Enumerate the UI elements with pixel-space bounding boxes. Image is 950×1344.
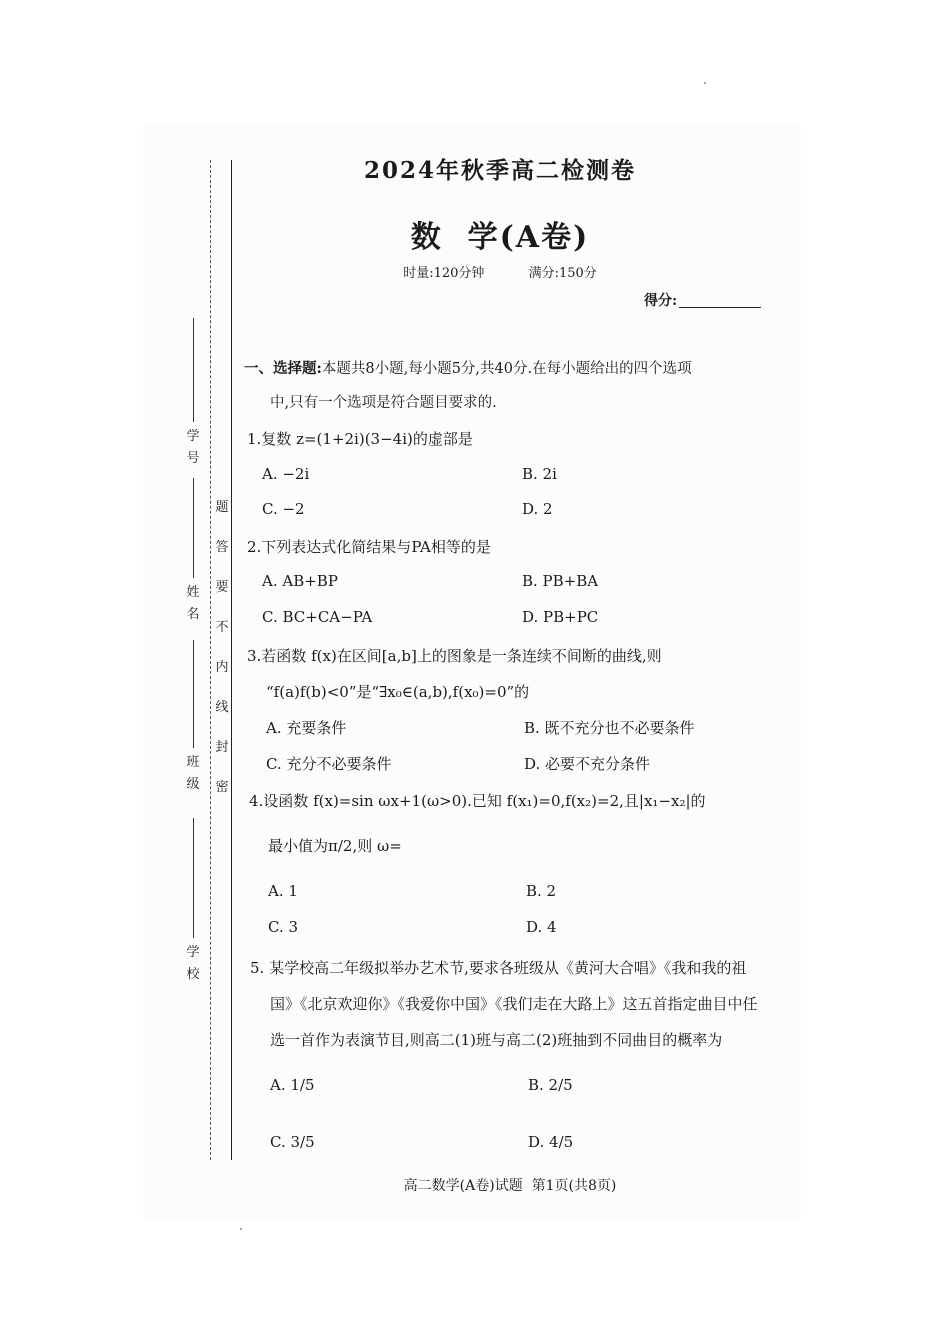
- binding-solid-line: [231, 160, 232, 1160]
- scan-speck: [704, 82, 706, 84]
- question-1-stem: 1.复数 z=(1+2i)(3−4i)的虚部是: [247, 430, 473, 448]
- time-limit: 时量:120分钟: [403, 266, 485, 281]
- question-4-stem-line-1: 4.设函数 f(x)=sin ωx+1(ω>0).已知 f(x₁)=0,f(x₂)=2,且|x₁−x₂|的: [249, 792, 706, 810]
- question-3-stem-line-1: 3.若函数 f(x)在区间[a,b]上的图象是一条连续不间断的曲线,则: [247, 647, 662, 665]
- question-1-option-c[interactable]: C. −2: [262, 500, 305, 518]
- question-5-option-c[interactable]: C. 3/5: [270, 1133, 315, 1151]
- question-3-option-c[interactable]: C. 充分不必要条件: [266, 755, 392, 773]
- name-field[interactable]: [186, 478, 200, 624]
- school-field[interactable]: [186, 818, 200, 984]
- section-intro-line-1: 本题共8小题,每小题5分,共40分.在每小题给出的四个选项: [321, 361, 692, 377]
- question-2-option-c[interactable]: C. BC+CA−PA: [262, 608, 373, 626]
- question-3-option-b[interactable]: B. 既不充分也不必要条件: [524, 719, 695, 737]
- question-2-stem: 2.下列表达式化简结果与PA相等的是: [247, 538, 491, 556]
- question-5-option-b[interactable]: B. 2/5: [528, 1076, 573, 1094]
- binding-dashed-line: [210, 160, 211, 1160]
- score-blank[interactable]: [679, 307, 761, 308]
- question-4-stem-line-2: 最小值为π/2,则 ω=: [268, 837, 402, 855]
- section-intro-line-2: 中,只有一个选项是符合题目要求的.: [270, 395, 497, 411]
- question-2-option-d[interactable]: D. PB+PC: [522, 608, 599, 626]
- question-4-option-c[interactable]: C. 3: [268, 918, 299, 936]
- question-5-stem-line-1: 5. 某学校高二年级拟举办艺术节,要求各班级从《黄河大合唱》《我和我的祖: [250, 959, 747, 977]
- question-5-stem-line-2: 国》《北京欢迎你》《我爱你中国》《我们走在大路上》这五首指定曲目中任: [270, 995, 758, 1013]
- question-5-stem-line-3: 选一首作为表演节目,则高二(1)班与高二(2)班抽到不同曲目的概率为: [270, 1031, 723, 1049]
- question-3-stem-line-2: “f(a)f(b)<0”是“∃x₀∈(a,b),f(x₀)=0”的: [266, 683, 530, 701]
- question-2-option-b[interactable]: B. PB+BA: [522, 572, 599, 590]
- question-4-option-b[interactable]: B. 2: [526, 882, 557, 900]
- section-heading: 一、选择题:: [244, 360, 322, 377]
- class-field[interactable]: [186, 640, 200, 794]
- score-label: 得分:: [644, 293, 678, 309]
- question-3-option-a[interactable]: A. 充要条件: [266, 719, 347, 737]
- binding-notice: 题 答 要 不 内 线 封 密: [215, 500, 229, 795]
- student-id-label: 学 号: [186, 429, 200, 466]
- question-1-option-d[interactable]: D. 2: [522, 500, 553, 518]
- question-4-option-a[interactable]: A. 1: [268, 882, 298, 900]
- section-intro: [244, 352, 764, 420]
- subject-title: 数 学(A卷): [410, 220, 590, 255]
- question-5-option-d[interactable]: D. 4/5: [528, 1133, 574, 1151]
- exam-meta: [250, 262, 750, 281]
- question-2-option-a[interactable]: A. AB+BP: [262, 572, 338, 590]
- score-field[interactable]: [644, 290, 761, 310]
- full-score: 满分:150分: [528, 266, 597, 281]
- scan-speck: [240, 1228, 242, 1230]
- page-footer: 高二数学(A卷)试题 第1页(共8页): [403, 1178, 617, 1194]
- class-label: 班 级: [186, 755, 200, 792]
- student-id-field[interactable]: [186, 318, 200, 468]
- question-4-option-d[interactable]: D. 4: [526, 918, 557, 936]
- exam-title: 2024年秋季高二检测卷: [363, 157, 636, 184]
- school-label: 学 校: [186, 945, 200, 982]
- question-3-option-d[interactable]: D. 必要不充分条件: [524, 755, 651, 773]
- question-1-option-b[interactable]: B. 2i: [522, 465, 557, 483]
- exam-sheet: [143, 124, 801, 1220]
- question-5-option-a[interactable]: A. 1/5: [270, 1076, 315, 1094]
- question-1-option-a[interactable]: A. −2i: [262, 465, 310, 483]
- name-label: 姓 名: [186, 585, 200, 622]
